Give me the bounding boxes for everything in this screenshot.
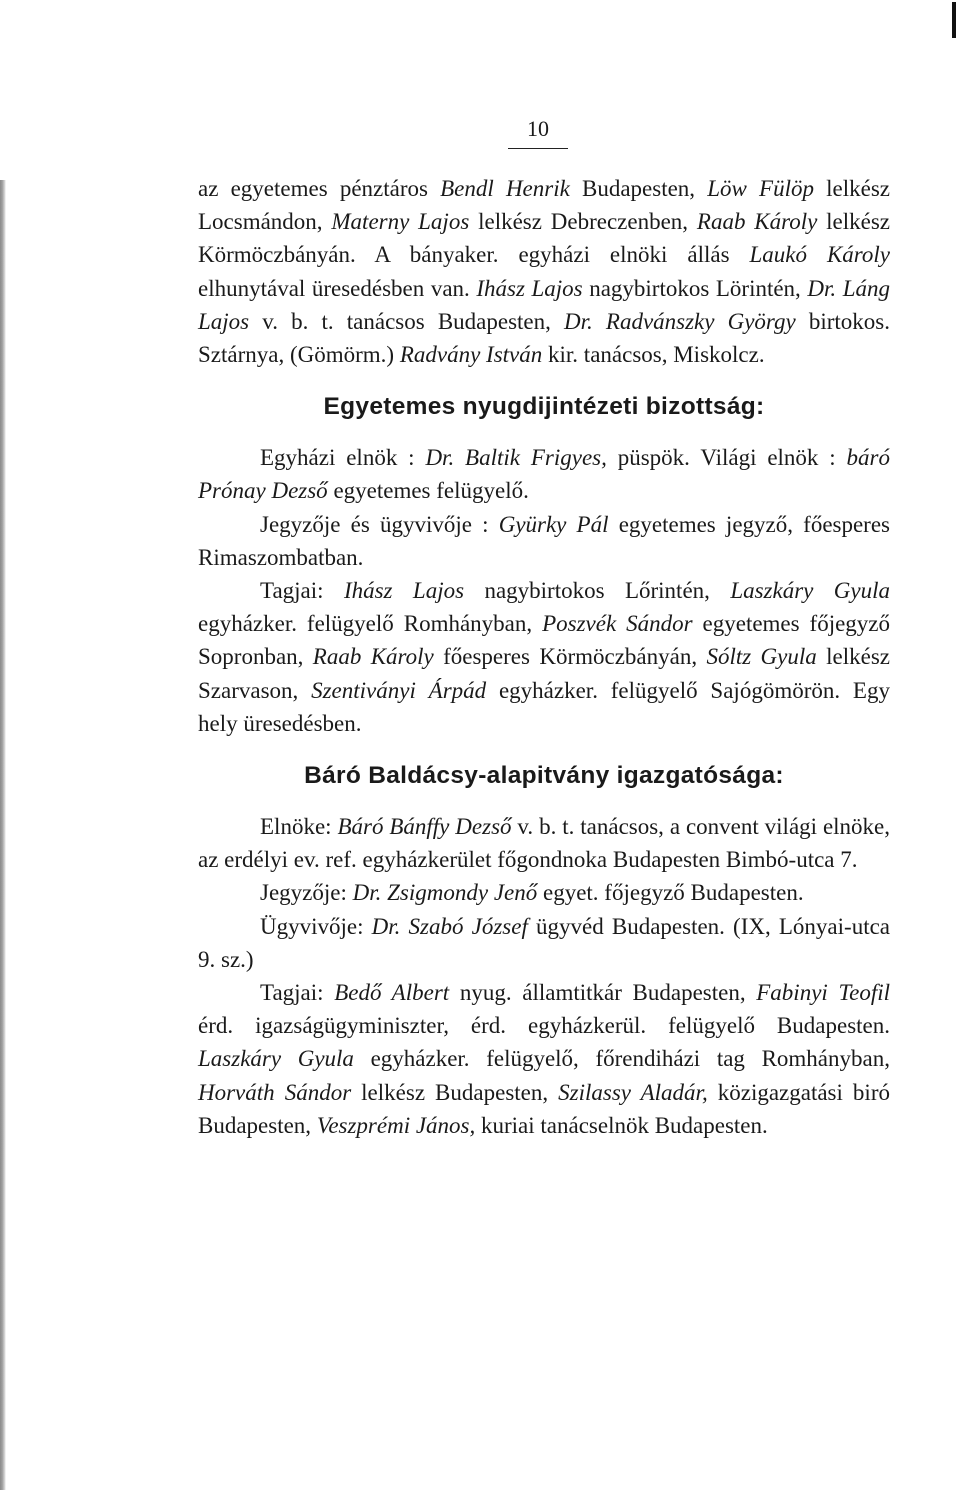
person-name: Laszkáry Gyula: [198, 1046, 354, 1072]
text-run: püspök. Világi elnök :: [606, 445, 847, 471]
baldacsy-foundation-section: [198, 810, 890, 1142]
text-run: lelkész Budapesten,: [351, 1079, 559, 1105]
person-name: Dr. Szabó József: [371, 913, 528, 939]
person-name: Fabinyi Teofil: [756, 980, 891, 1006]
foundation-paragraph: [198, 976, 890, 1142]
person-name: Raab Károly: [312, 644, 434, 670]
person-name: Szilassy Aladár,: [558, 1079, 708, 1105]
person-name: Dr. Radvánszky György: [564, 308, 796, 334]
person-name: Laukó Károly: [749, 242, 890, 268]
person-name: Raab Károly: [696, 209, 818, 235]
text-run: elhunytával üresedésben van.: [198, 275, 477, 301]
person-name: Materny Lajos: [331, 209, 470, 235]
text-run: egyházker. felügyelő Romhányban,: [198, 611, 543, 637]
person-name: Gyürky Pál: [498, 511, 609, 537]
person-name: Laszkáry Gyula: [730, 578, 890, 604]
text-run: Jegyzője és ügyvivője :: [260, 511, 499, 537]
person-name: Sóltz Gyula: [706, 644, 817, 670]
foundation-paragraph: [198, 810, 890, 876]
person-name: Ihász Lajos: [343, 578, 465, 604]
text-run: Jegyzője:: [260, 880, 353, 906]
text-run: lelkész Szarvason,: [198, 644, 890, 703]
text-run: Budapesten,: [569, 176, 708, 201]
pension-committee-paragraph: [198, 508, 890, 574]
text-run: Tagjai:: [260, 980, 335, 1006]
person-name: Löw Fülöp: [707, 176, 814, 201]
person-name: Dr. Baltik Frigyes,: [425, 445, 607, 471]
text-run: nagybirtokos Lőrintén,: [464, 578, 731, 604]
text-run: egyetemes főjegyző Sopronban,: [198, 611, 891, 670]
person-name: Dr. Láng Lajos: [198, 275, 890, 334]
person-name: Bendl Henrik: [440, 176, 570, 201]
section-heading-pension-committee: Egyetemes nyugdijintézeti bizottság:: [323, 393, 765, 421]
text-run: lelkész Locsmándon,: [198, 176, 890, 235]
text-run: kuriai tanácselnök Budapesten.: [475, 1112, 768, 1138]
pension-committee-paragraph: [198, 441, 890, 507]
scanned-page-edge-shadow: [0, 180, 6, 1490]
text-run: egyet. főjegyző Budapesten.: [537, 880, 804, 906]
person-name: Radvány István: [399, 342, 543, 368]
text-run: egyházker. felügyelő, főrendiházi tag Romhányban,: [353, 1046, 890, 1072]
text-run: lelkész Körmöczbányán. A bányaker. egyházi elnöki állás: [198, 209, 890, 268]
person-name: Veszprémi János,: [316, 1112, 476, 1138]
text-run: birtokos. Sztárnya, (Gömörm.): [198, 308, 890, 368]
text-run: ügyvéd Budapesten. (IX, Lónyai-utca 9. sz.): [198, 913, 890, 972]
person-name: Horváth Sándor: [198, 1079, 352, 1105]
text-run: főesperes Körmöczbányán,: [433, 644, 707, 670]
text-run: v. b. t. tanácsos, a convent világi elnöke, az erdélyi ev. ref. egyházkerület főgondnoka Budapesten Bimbó-utca 7.: [198, 814, 890, 873]
text-run: Ügyvivője:: [260, 913, 372, 939]
text-run: Egyházi elnök :: [260, 445, 426, 471]
foundation-paragraph: [198, 910, 890, 976]
pension-committee-section: [198, 441, 890, 740]
page-number: 10: [508, 116, 568, 149]
text-run: egyetemes felügyelő.: [327, 478, 529, 504]
text-run: egyetemes jegyző, főesperes Rimaszombatban.: [198, 511, 890, 570]
text-run: közigazgatási biró Budapesten,: [198, 1079, 890, 1138]
pension-committee-paragraph: [198, 574, 890, 740]
text-run: kir. tanácsos, Miskolcz.: [542, 342, 765, 368]
intro-paragraph: [198, 172, 890, 371]
text-run: nagybirtokos Lörintén,: [582, 275, 808, 301]
person-name: Báró Bánffy Dezső: [337, 814, 512, 840]
text-run: egyházker. felügyelő Sajógömörön. Egy hely üresedésben.: [198, 677, 890, 736]
scan-corner-mark: [952, 2, 956, 38]
text-run: Elnöke:: [260, 814, 338, 840]
person-name: báró Prónay Dezső: [198, 445, 890, 504]
person-name: Dr. Zsigmondy Jenő: [352, 880, 538, 906]
page-body: [198, 172, 890, 1142]
person-name: Bedő Albert: [334, 980, 450, 1006]
person-name: Poszvék Sándor: [542, 611, 693, 637]
text-run: nyug. államtitkár Budapesten,: [449, 980, 757, 1006]
text-run: v. b. t. tanácsos Budapesten,: [249, 308, 565, 334]
person-name: Szentiványi Árpád: [311, 677, 487, 703]
text-run: Tagjai:: [260, 578, 344, 604]
text-run: az egyetemes pénztáros: [198, 176, 441, 201]
text-run: érd. igazságügyminiszter, érd. egyházkerül. felügyelő Budapesten.: [198, 1013, 890, 1039]
person-name: Ihász Lajos: [476, 275, 583, 301]
text-run: lelkész Debreczenben,: [469, 209, 697, 235]
foundation-paragraph: [198, 876, 890, 909]
section-heading-baldacsy-foundation: Báró Baldácsy-alapitvány igazgatósága:: [304, 762, 784, 790]
